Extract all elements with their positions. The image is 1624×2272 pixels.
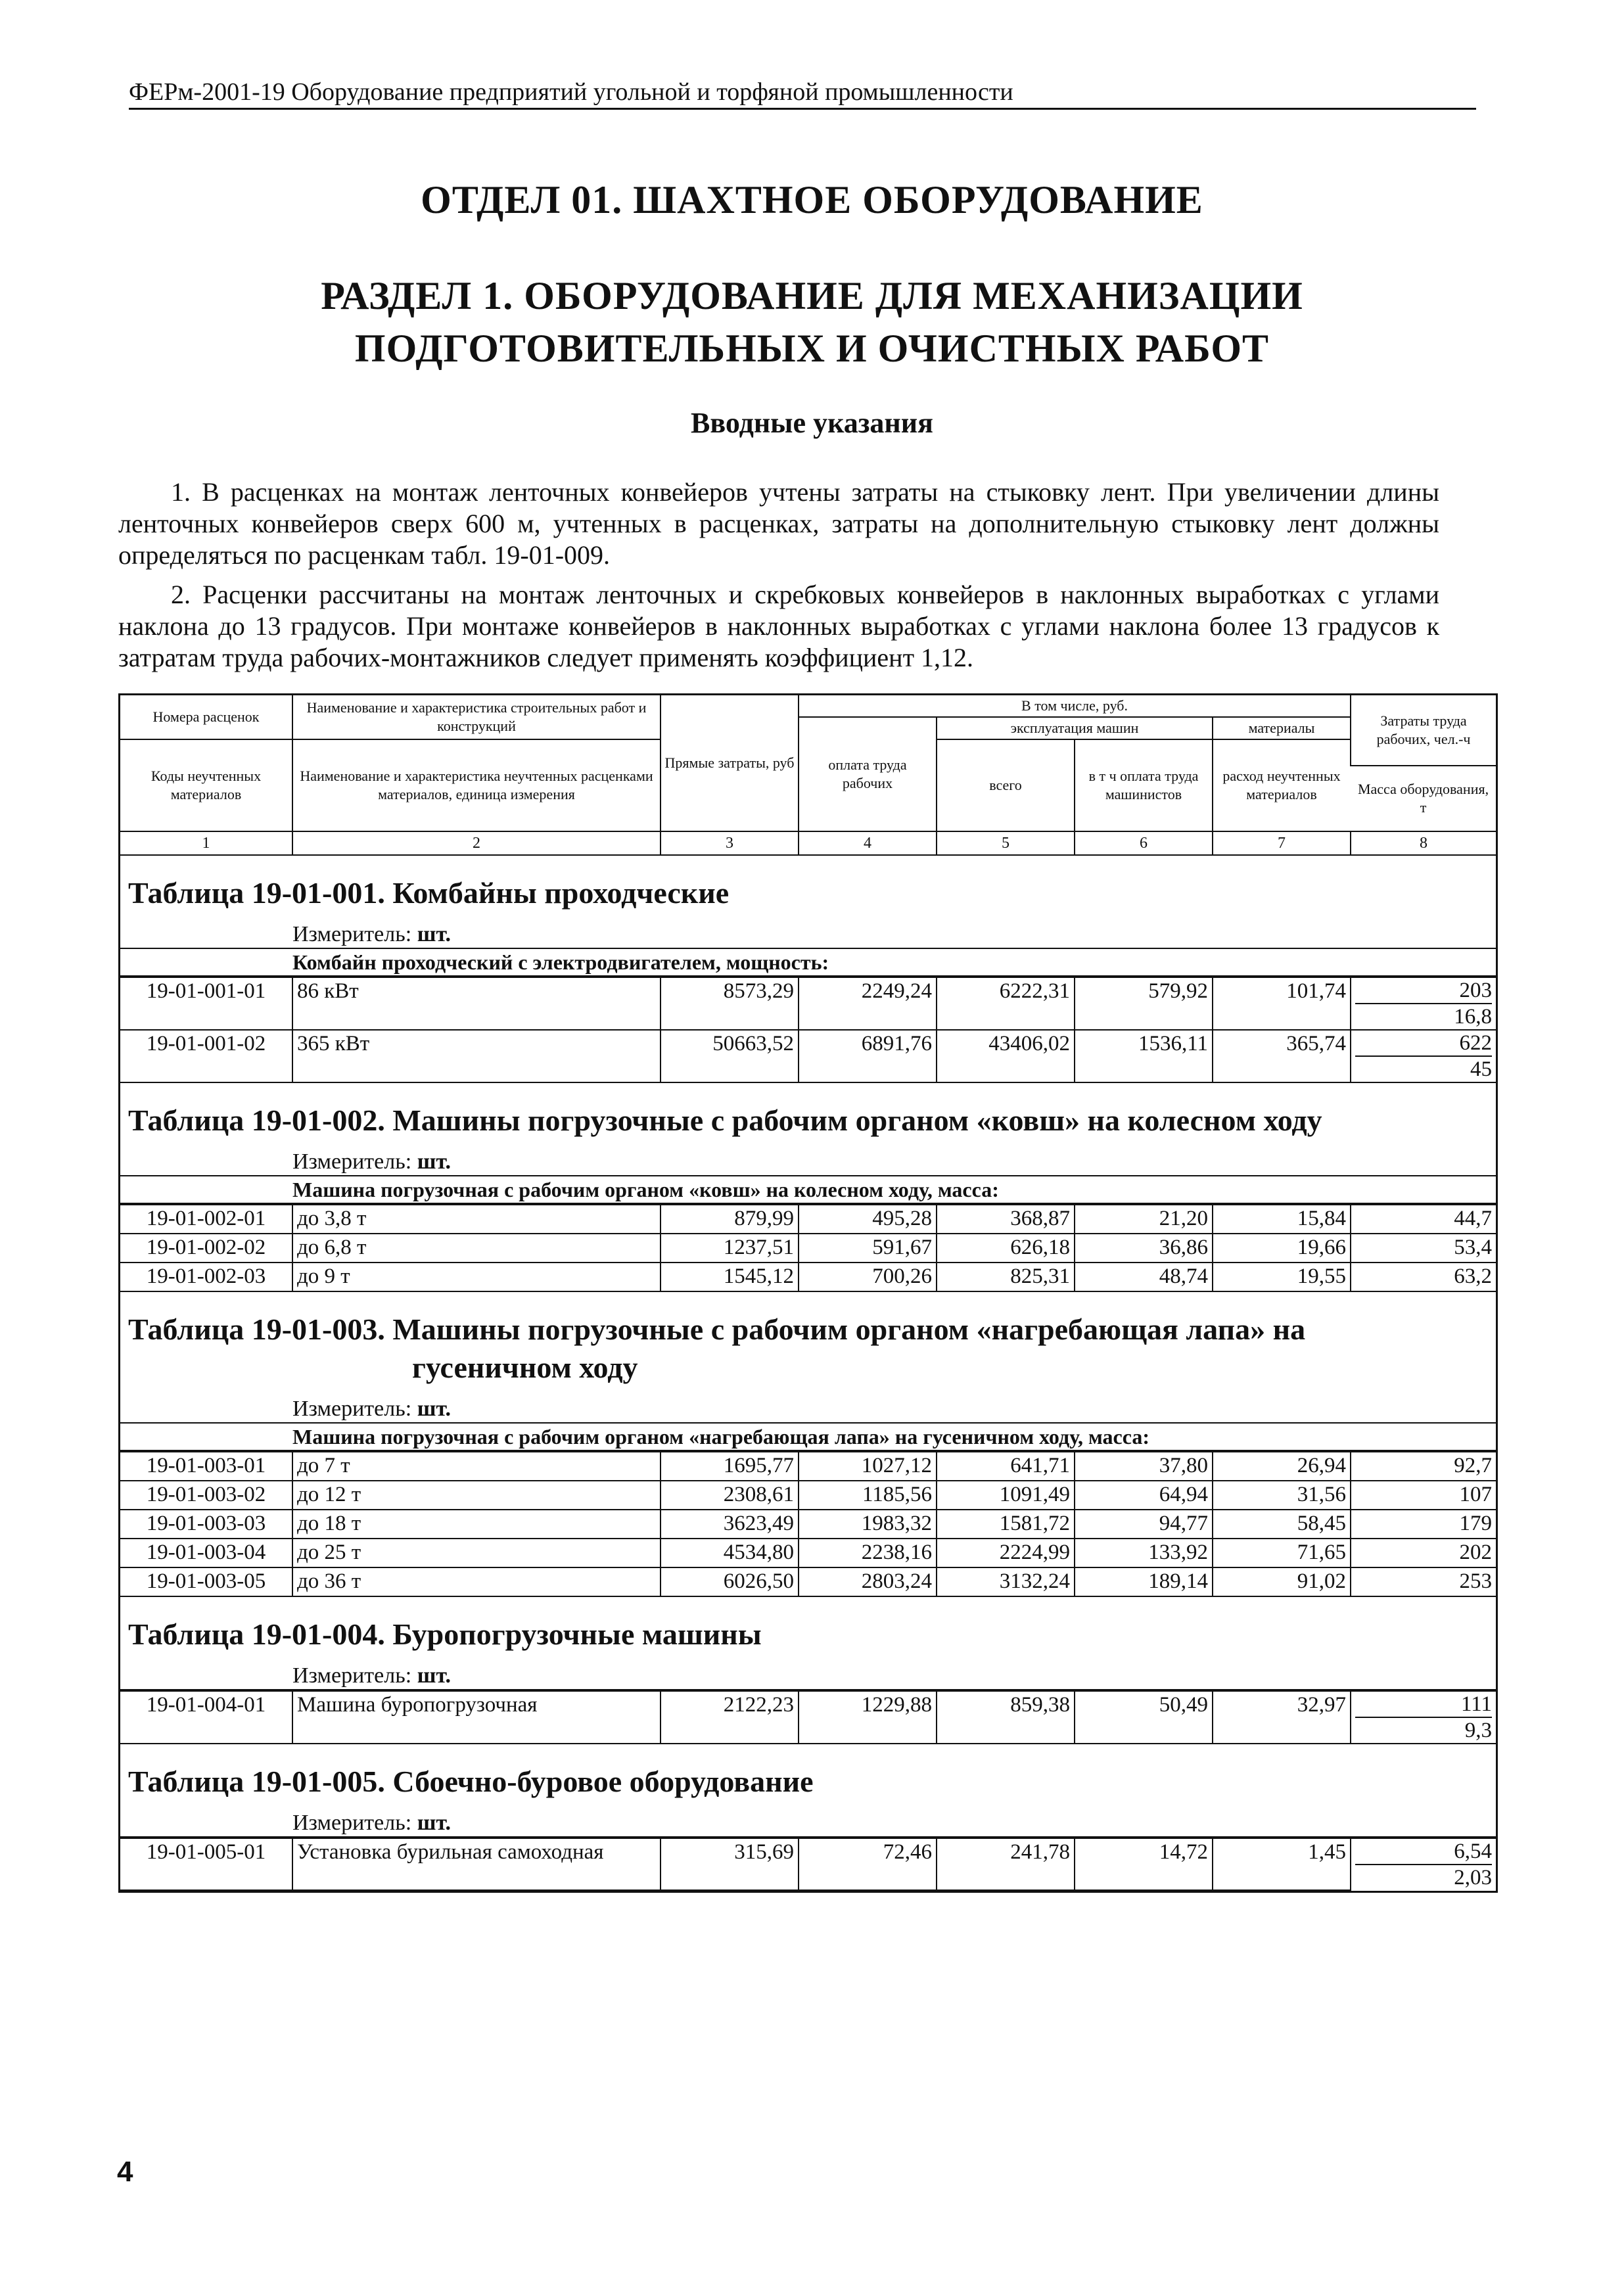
- direct-costs: 3623,49: [661, 1510, 799, 1539]
- table-row: [120, 1234, 1496, 1263]
- materials: 19,55: [1213, 1263, 1351, 1291]
- machinists-pay: 21,20: [1075, 1205, 1213, 1234]
- rate-code: 19-01-001-01: [120, 977, 292, 1030]
- header-direct-costs: Прямые затраты, руб: [661, 695, 799, 832]
- table-row: [120, 1510, 1496, 1539]
- machines-total: 43406,02: [937, 1030, 1075, 1082]
- machinists-pay: 36,86: [1075, 1234, 1213, 1263]
- header-machines-total: всего: [937, 739, 1075, 831]
- rate-name: до 3,8 т: [292, 1205, 661, 1234]
- labor-costs: 111: [1355, 1692, 1492, 1718]
- direct-costs: 1695,77: [661, 1452, 799, 1481]
- unit-label: Измеритель:: [292, 1663, 412, 1688]
- materials: 26,94: [1213, 1452, 1351, 1481]
- intro-text: [118, 476, 1439, 682]
- rate-name: до 25 т: [292, 1539, 661, 1567]
- labor-pay: 72,46: [799, 1838, 937, 1890]
- table-row: [120, 1567, 1496, 1596]
- unit-line: [120, 912, 1496, 949]
- materials: 71,65: [1213, 1539, 1351, 1567]
- section-title: [0, 269, 1624, 375]
- rates-rows: [120, 1451, 1496, 1597]
- labor-costs: 53,4: [1351, 1234, 1496, 1263]
- section-title-line1: РАЗДЕЛ 1. ОБОРУДОВАНИЕ ДЛЯ МЕХАНИЗАЦИИ: [321, 274, 1303, 317]
- labor-costs: 203: [1355, 978, 1492, 1004]
- rate-code: 19-01-003-01: [120, 1452, 292, 1481]
- machines-total: 1091,49: [937, 1481, 1075, 1510]
- page-number: 4: [117, 2156, 133, 2188]
- machinists-pay: 1536,11: [1075, 1030, 1213, 1082]
- table-subheading: Машина погрузочная с рабочим органом «нагребающая лапа» на гусеничном ходу, масса:: [120, 1424, 1496, 1451]
- labor-pay: 1185,56: [799, 1481, 937, 1510]
- labor-costs: 6,54: [1355, 1839, 1492, 1865]
- labor-pay: 700,26: [799, 1263, 937, 1291]
- unit-label: Измеритель:: [292, 1811, 412, 1835]
- materials: 31,56: [1213, 1481, 1351, 1510]
- header-work-name: Наименование и характеристика строительных работ и конструкций: [292, 695, 661, 740]
- machinists-pay: 64,94: [1075, 1481, 1213, 1510]
- labor-costs: 179: [1351, 1510, 1496, 1539]
- table-title-line1: Таблица 19-01-003. Машины погрузочные с рабочим органом «нагребающая лапа» на: [128, 1312, 1306, 1346]
- rates-rows: [120, 1690, 1496, 1744]
- table-block: [120, 856, 1496, 1083]
- labor-and-mass: [1351, 977, 1496, 1030]
- column-number: 2: [292, 831, 661, 855]
- machines-total: 3132,24: [937, 1567, 1075, 1596]
- labor-costs: 202: [1351, 1539, 1496, 1567]
- rate-code: 19-01-003-03: [120, 1510, 292, 1539]
- machines-total: 825,31: [937, 1263, 1075, 1291]
- direct-costs: 4534,80: [661, 1539, 799, 1567]
- direct-costs: 879,99: [661, 1205, 799, 1234]
- rate-name: до 7 т: [292, 1452, 661, 1481]
- table-row: [120, 1539, 1496, 1567]
- column-number: 1: [120, 831, 292, 855]
- header-unaccounted-codes: Коды неучтенных материалов: [120, 739, 292, 831]
- labor-pay: 2238,16: [799, 1539, 937, 1567]
- machines-total: 626,18: [937, 1234, 1075, 1263]
- labor-costs: 622: [1355, 1031, 1492, 1057]
- equipment-mass: 45: [1470, 1057, 1492, 1081]
- table-title-line2: гусеничном ходу: [412, 1351, 638, 1384]
- rates-rows: [120, 977, 1496, 1083]
- column-number: 8: [1351, 831, 1496, 855]
- labor-pay: 1229,88: [799, 1691, 937, 1744]
- table-block: [120, 1292, 1496, 1597]
- machinists-pay: 579,92: [1075, 977, 1213, 1030]
- labor-pay: 1027,12: [799, 1452, 937, 1481]
- rate-code: 19-01-005-01: [120, 1838, 292, 1890]
- direct-costs: 2308,61: [661, 1481, 799, 1510]
- machinists-pay: 37,80: [1075, 1452, 1213, 1481]
- direct-costs: 1545,12: [661, 1263, 799, 1291]
- unit-label: Измеритель:: [292, 1397, 412, 1421]
- labor-pay: 6891,76: [799, 1030, 937, 1082]
- table-row: [120, 1263, 1496, 1291]
- header-in-that-number: В том числе, руб.: [799, 695, 1351, 718]
- unit-value: шт.: [417, 1149, 452, 1174]
- rate-code: 19-01-002-03: [120, 1263, 292, 1291]
- materials: 1,45: [1213, 1838, 1351, 1890]
- table-row: [120, 1452, 1496, 1481]
- table-title: Таблица 19-01-005. Сбоечно-буровое оборудование: [128, 1765, 814, 1798]
- rate-name: до 12 т: [292, 1481, 661, 1510]
- rate-name: 86 кВт: [292, 977, 661, 1030]
- department-title: ОТДЕЛ 01. ШАХТНОЕ ОБОРУДОВАНИЕ: [421, 178, 1203, 221]
- equipment-mass: 9,3: [1464, 1719, 1492, 1742]
- column-number: 7: [1213, 831, 1351, 855]
- rates-table: [118, 693, 1498, 1893]
- machinists-pay: 14,72: [1075, 1838, 1213, 1890]
- labor-costs: 107: [1351, 1481, 1496, 1510]
- rate-code: 19-01-002-01: [120, 1205, 292, 1234]
- labor-pay: 495,28: [799, 1205, 937, 1234]
- direct-costs: 6026,50: [661, 1567, 799, 1596]
- equipment-mass: 16,8: [1454, 1005, 1492, 1029]
- rate-name: Установка бурильная самоходная: [292, 1838, 661, 1890]
- rate-code: 19-01-002-02: [120, 1234, 292, 1263]
- materials: 91,02: [1213, 1567, 1351, 1596]
- rate-code: 19-01-001-02: [120, 1030, 292, 1082]
- rate-name: Машина буропогрузочная: [292, 1691, 661, 1744]
- column-number: 5: [937, 831, 1075, 855]
- direct-costs: 50663,52: [661, 1030, 799, 1082]
- direct-costs: 1237,51: [661, 1234, 799, 1263]
- rate-code: 19-01-003-02: [120, 1481, 292, 1510]
- unit-value: шт.: [417, 1811, 452, 1835]
- header-machinists-pay: в т ч оплата труда машинистов: [1075, 739, 1213, 831]
- unit-line: [120, 1801, 1496, 1838]
- labor-pay: 1983,32: [799, 1510, 937, 1539]
- rate-name: 365 кВт: [292, 1030, 661, 1082]
- table-row: [120, 1691, 1496, 1744]
- table-title: Таблица 19-01-002. Машины погрузочные с рабочим органом «ковш» на колесном ходу: [128, 1103, 1322, 1137]
- table-block: [120, 1083, 1496, 1292]
- labor-costs: 92,7: [1351, 1452, 1496, 1481]
- machines-total: 2224,99: [937, 1539, 1075, 1567]
- unit-label: Измеритель:: [292, 922, 412, 946]
- table-title: Таблица 19-01-004. Буропогрузочные машины: [128, 1617, 762, 1651]
- header-materials: материалы: [1213, 717, 1351, 739]
- unit-line: [120, 1387, 1496, 1424]
- materials: 365,74: [1213, 1030, 1351, 1082]
- labor-costs: 44,7: [1351, 1205, 1496, 1234]
- table-block: [120, 1597, 1496, 1744]
- table-subheading: Комбайн проходческий с электродвигателем, мощность:: [120, 949, 1496, 977]
- rate-name: до 6,8 т: [292, 1234, 661, 1263]
- rate-code: 19-01-004-01: [120, 1691, 292, 1744]
- header-material-consumption: расход неучтенных материалов: [1213, 739, 1351, 831]
- rate-name: до 36 т: [292, 1567, 661, 1596]
- labor-pay: 2249,24: [799, 977, 937, 1030]
- header-codes: Номера расценок: [120, 695, 292, 740]
- machines-total: 1581,72: [937, 1510, 1075, 1539]
- rates-rows: [120, 1204, 1496, 1292]
- rate-code: 19-01-003-04: [120, 1539, 292, 1567]
- materials: 32,97: [1213, 1691, 1351, 1744]
- machines-total: 641,71: [937, 1452, 1075, 1481]
- materials: 101,74: [1213, 977, 1351, 1030]
- labor-and-mass: [1351, 1838, 1496, 1890]
- direct-costs: 8573,29: [661, 977, 799, 1030]
- labor-costs: 253: [1351, 1567, 1496, 1596]
- table-block: [120, 1744, 1496, 1891]
- direct-costs: 2122,23: [661, 1691, 799, 1744]
- table-title: [120, 1292, 1496, 1387]
- rate-code: 19-01-003-05: [120, 1567, 292, 1596]
- machines-total: 241,78: [937, 1838, 1075, 1890]
- rates-rows: [120, 1838, 1496, 1891]
- header-labor-costs: Затраты труда рабочих, чел.-ч: [1351, 695, 1496, 766]
- table-row: [120, 1030, 1496, 1082]
- machinists-pay: 189,14: [1075, 1567, 1213, 1596]
- materials: 58,45: [1213, 1510, 1351, 1539]
- machinists-pay: 94,77: [1075, 1510, 1213, 1539]
- labor-pay: 2803,24: [799, 1567, 937, 1596]
- unit-line: [120, 1654, 1496, 1690]
- table-row: [120, 1838, 1496, 1890]
- header-machine-ops: эксплуатация машин: [937, 717, 1213, 739]
- direct-costs: 315,69: [661, 1838, 799, 1890]
- machinists-pay: 48,74: [1075, 1263, 1213, 1291]
- machinists-pay: 133,92: [1075, 1539, 1213, 1567]
- labor-and-mass: [1351, 1691, 1496, 1744]
- intro-paragraph: 1. В расценках на монтаж ленточных конвейеров учтены затраты на стыковку лент. При увеличении длины ленточных конвейеров сверх 600 м, учтенных в расценках, затраты на дополнительную стыковку лент должны определяться по расценкам табл. 19-01-009.: [118, 477, 1439, 570]
- materials: 19,66: [1213, 1234, 1351, 1263]
- table-title: Таблица 19-01-001. Комбайны проходческие: [128, 876, 730, 910]
- table-row: [120, 977, 1496, 1030]
- unit-value: шт.: [417, 1397, 452, 1421]
- labor-pay: 591,67: [799, 1234, 937, 1263]
- rate-name: до 18 т: [292, 1510, 661, 1539]
- unit-line: [120, 1140, 1496, 1176]
- machines-total: 368,87: [937, 1205, 1075, 1234]
- rate-name: до 9 т: [292, 1263, 661, 1291]
- table-header: [120, 693, 1496, 856]
- machinists-pay: 50,49: [1075, 1691, 1213, 1744]
- machines-total: 859,38: [937, 1691, 1075, 1744]
- unit-label: Измеритель:: [292, 1149, 412, 1174]
- labor-and-mass: [1351, 1030, 1496, 1082]
- section-title-line2: ПОДГОТОВИТЕЛЬНЫХ И ОЧИСТНЫХ РАБОТ: [354, 327, 1270, 370]
- unit-value: шт.: [417, 1663, 452, 1688]
- intro-paragraph: 2. Расценки рассчитаны на монтаж ленточных и скребковых конвейеров в наклонных выработках с углами наклона до 13 градусов. При монтаже конвейеров в наклонных выработках с углами наклона более 13 градусов к затратам труда рабочих-монтажников следует применять коэффициент 1,12.: [118, 580, 1439, 672]
- column-number: 4: [799, 831, 937, 855]
- column-number: 6: [1075, 831, 1213, 855]
- running-head: ФЕРм-2001-19 Оборудование предприятий угольной и торфяной промышленности: [129, 78, 1476, 110]
- equipment-mass: 2,03: [1454, 1866, 1492, 1889]
- header-equipment-mass: Масса оборудования, т: [1351, 766, 1496, 831]
- labor-costs: 63,2: [1351, 1263, 1496, 1291]
- intro-heading: Вводные указания: [691, 407, 933, 439]
- header-unaccounted-names: Наименование и характеристика неучтенных расценками материалов, единица измерения: [292, 739, 661, 831]
- machines-total: 6222,31: [937, 977, 1075, 1030]
- table-row: [120, 1205, 1496, 1234]
- table-subheading: Машина погрузочная с рабочим органом «ковш» на колесном ходу, масса:: [120, 1176, 1496, 1204]
- unit-value: шт.: [417, 922, 452, 946]
- table-row: [120, 1481, 1496, 1510]
- header-labor-pay: оплата труда рабочих: [799, 717, 937, 831]
- materials: 15,84: [1213, 1205, 1351, 1234]
- column-number: 3: [661, 831, 799, 855]
